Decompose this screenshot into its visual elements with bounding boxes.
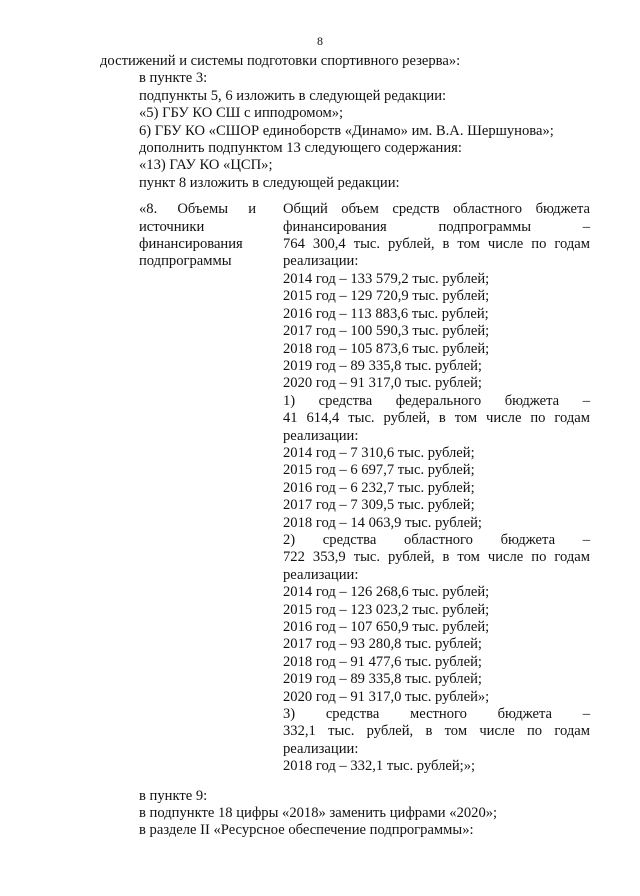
table-right-line: 3) средства местного бюджета – [283, 706, 590, 723]
text-line: «5) ГБУ КО СШ с ипподромом»; [139, 105, 344, 122]
table-right-line: реализации: [283, 740, 359, 757]
table-right-line: 2016 год – 107 650,9 тыс. рублей; [283, 619, 490, 635]
table-right-line: 2015 год – 129 720,9 тыс. рублей; [283, 288, 490, 305]
text-line: в пункте 3: [139, 70, 208, 87]
table-right-line: 2018 год – 91 477,6 тыс. рублей; [283, 653, 482, 670]
table-right-line: 2017 год – 7 309,5 тыс. рублей; [283, 497, 475, 514]
table-right-line: 2015 год – 6 697,7 тыс. рублей; [283, 462, 475, 479]
table-right-line: 332,1 тыс. рублей, в том числе по годам [283, 723, 590, 740]
table-right-line: 2020 год – 91 317,0 тыс. рублей»; [283, 688, 490, 705]
text-line: в пункте 9: [139, 787, 208, 804]
table-right-line: 2014 год – 133 579,2 тыс. рублей; [283, 270, 490, 287]
table-right-line: 2018 год – 332,1 тыс. рублей;»; [283, 758, 476, 775]
table-right-line: реализации: [283, 566, 359, 583]
page-number: 8 [317, 34, 323, 48]
text-line: в подпункте 18 цифры «2018» заменить цифрами «2020»; [139, 805, 498, 822]
text-line: достижений и системы подготовки спортивного резерва»: [100, 53, 461, 69]
table-left-line: источники [139, 218, 205, 235]
table-right-line: 2016 год – 6 232,7 тыс. рублей; [283, 479, 475, 496]
table-right-line: 764 300,4 тыс. рублей, в том числе по годам [283, 236, 590, 253]
table-right-line: финансирования подпрограммы – [283, 218, 590, 235]
text-line: в разделе II «Ресурсное обеспечение подпрограммы»: [139, 822, 474, 839]
table-right-column [283, 201, 590, 775]
document-body [100, 53, 590, 840]
table-right-line: реализации: [283, 427, 359, 444]
table-right-line: 2019 год – 89 335,8 тыс. рублей; [283, 357, 482, 374]
table-left-line: финансирования [139, 236, 243, 253]
table-right-line: 2018 год – 14 063,9 тыс. рублей; [283, 514, 482, 531]
table-left-column [139, 201, 256, 775]
table-right-line: 2020 год – 91 317,0 тыс. рублей; [283, 375, 482, 392]
text-line: подпункты 5, 6 изложить в следующей редакции: [139, 87, 447, 104]
table-right-line: 1) средства федерального бюджета – [283, 392, 590, 409]
text-line: 6) ГБУ КО «СШОР единоборств «Динамо» им. В.А. Шершунова»; [139, 122, 554, 139]
table-right-line: 2018 год – 105 873,6 тыс. рублей; [283, 340, 490, 357]
table-left-line: подпрограммы [139, 253, 232, 270]
table-right-line: 2015 год – 123 023,2 тыс. рублей; [283, 601, 490, 618]
text-line: «13) ГАУ КО «ЦСП»; [139, 157, 273, 174]
table-right-line: 2017 год – 100 590,3 тыс. рублей; [283, 323, 490, 340]
table-right-line: 2014 год – 126 268,6 тыс. рублей; [283, 584, 490, 601]
table-right-line: 2) средства областного бюджета – [283, 531, 590, 548]
table-right-line: 2014 год – 7 310,6 тыс. рублей; [283, 444, 475, 461]
text-line: пункт 8 изложить в следующей редакции: [139, 174, 400, 191]
table-right-line: реализации: [283, 253, 359, 270]
table-left-line: «8. Объемы и [139, 201, 256, 218]
table-right-line: 2017 год – 93 280,8 тыс. рублей; [283, 636, 482, 653]
funding-table [139, 201, 590, 775]
table-right-line: 2016 год – 113 883,6 тыс. рублей; [283, 305, 489, 322]
text-line: дополнить подпунктом 13 следующего содержания: [139, 140, 462, 157]
table-right-line: 722 353,9 тыс. рублей, в том числе по годам [283, 549, 590, 566]
table-right-line: 41 614,4 тыс. рублей, в том числе по годам [283, 410, 590, 427]
table-right-line: 2019 год – 89 335,8 тыс. рублей; [283, 671, 482, 688]
table-right-line: Общий объем средств областного бюджета [283, 201, 590, 218]
